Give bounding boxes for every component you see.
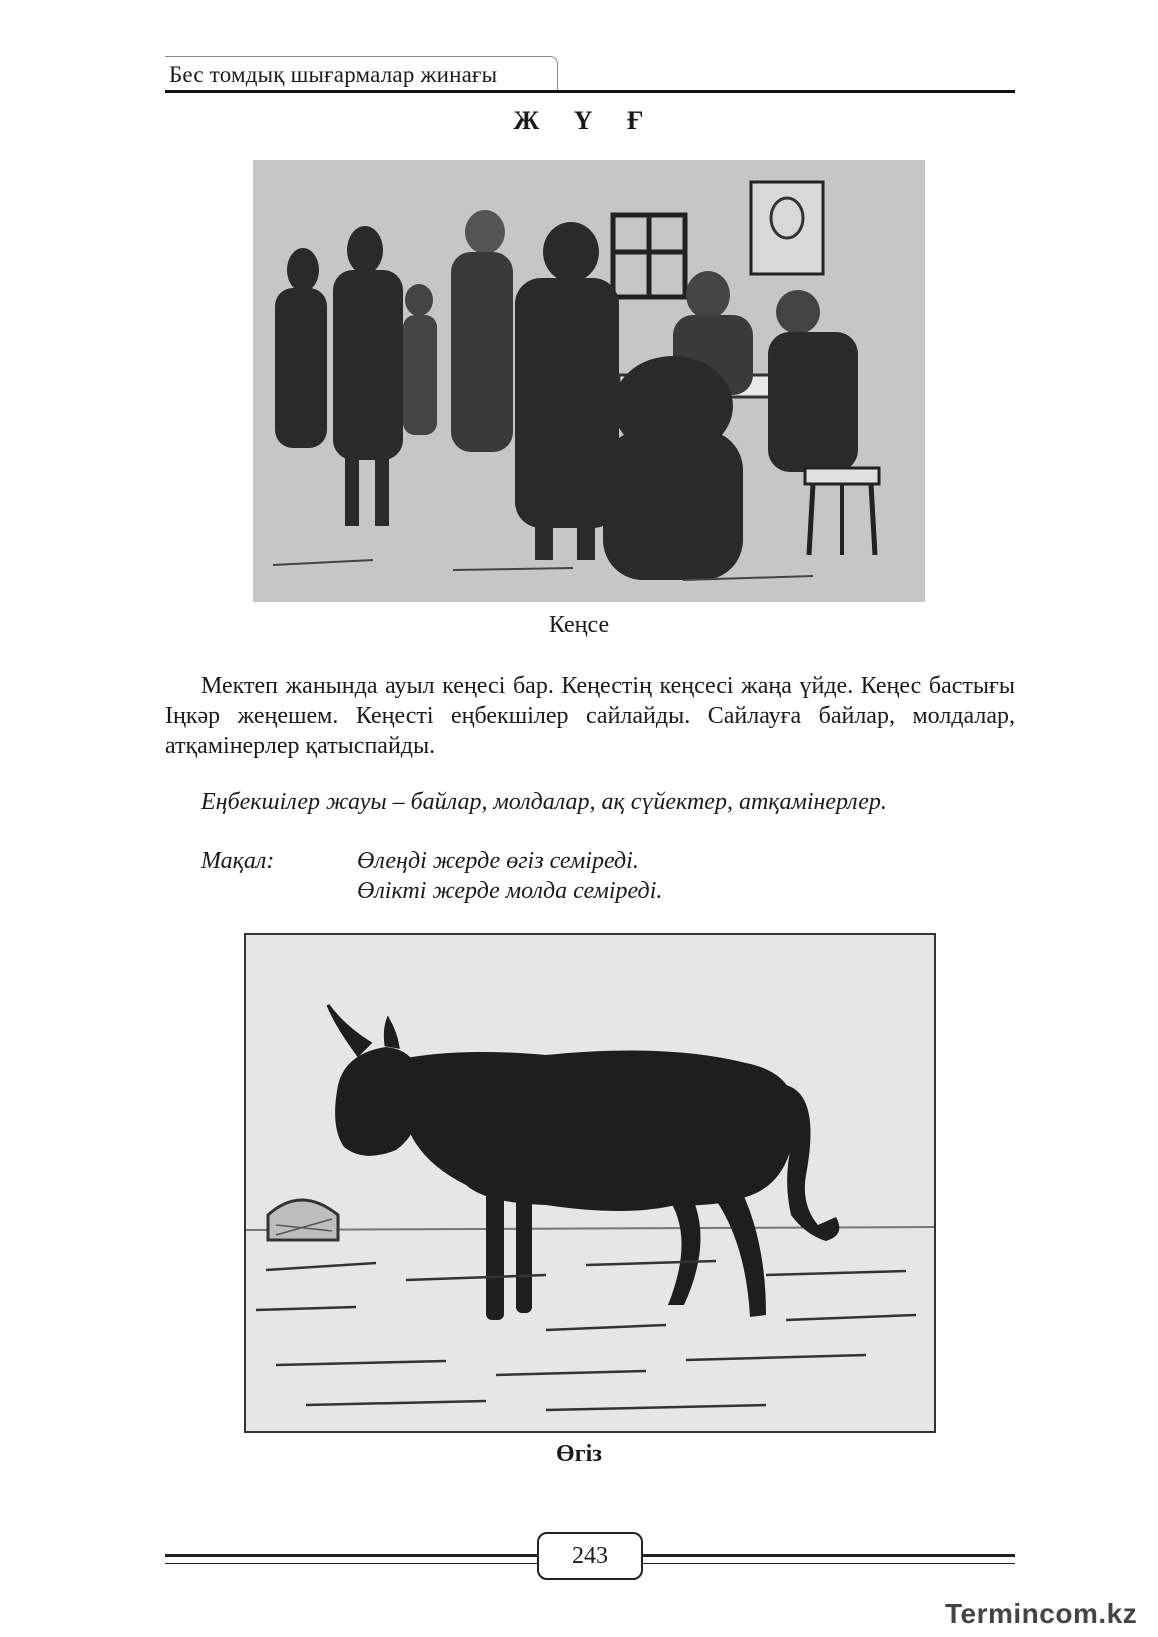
header-rule [165,90,1015,93]
ox-illustration [244,933,936,1433]
office-illustration [253,160,925,602]
body-paragraph: Мектеп жанында ауыл кеңесі бар. Кеңестің кеңсесі жаңа үйде. Кеңес бастығы Іңкәр жеңешем. Кеңесті еңбекшілер сайлайды. Сайлауға байлар, молдалар, атқамінерлер қатыспайды. [165,673,1015,759]
italic-statement: Еңбекшілер жауы – байлар, молдалар, ақ сүйектер, атқамінерлер. [201,789,887,815]
page-footer [165,1532,1015,1582]
section-title: Ж Ү Ғ [513,106,645,135]
proverb-line-1: Өлеңді жерде өгіз семіреді. [357,848,639,874]
ox-caption: Өгіз [556,1441,602,1467]
book-title: Бес томдық шығармалар жинағы [169,62,498,87]
footer-rule-left [165,1554,537,1564]
office-caption: Кеңсе [548,612,610,638]
running-header [165,56,1015,94]
site-watermark: Termincom.kz [945,1598,1138,1629]
proverb-lines [357,846,857,906]
proverb-label: Мақал: [201,848,275,874]
proverb-line-2: Өлікті жерде молда семіреді. [357,878,663,904]
footer-rule-right [643,1554,1015,1564]
page-number: 243 [537,1532,643,1580]
